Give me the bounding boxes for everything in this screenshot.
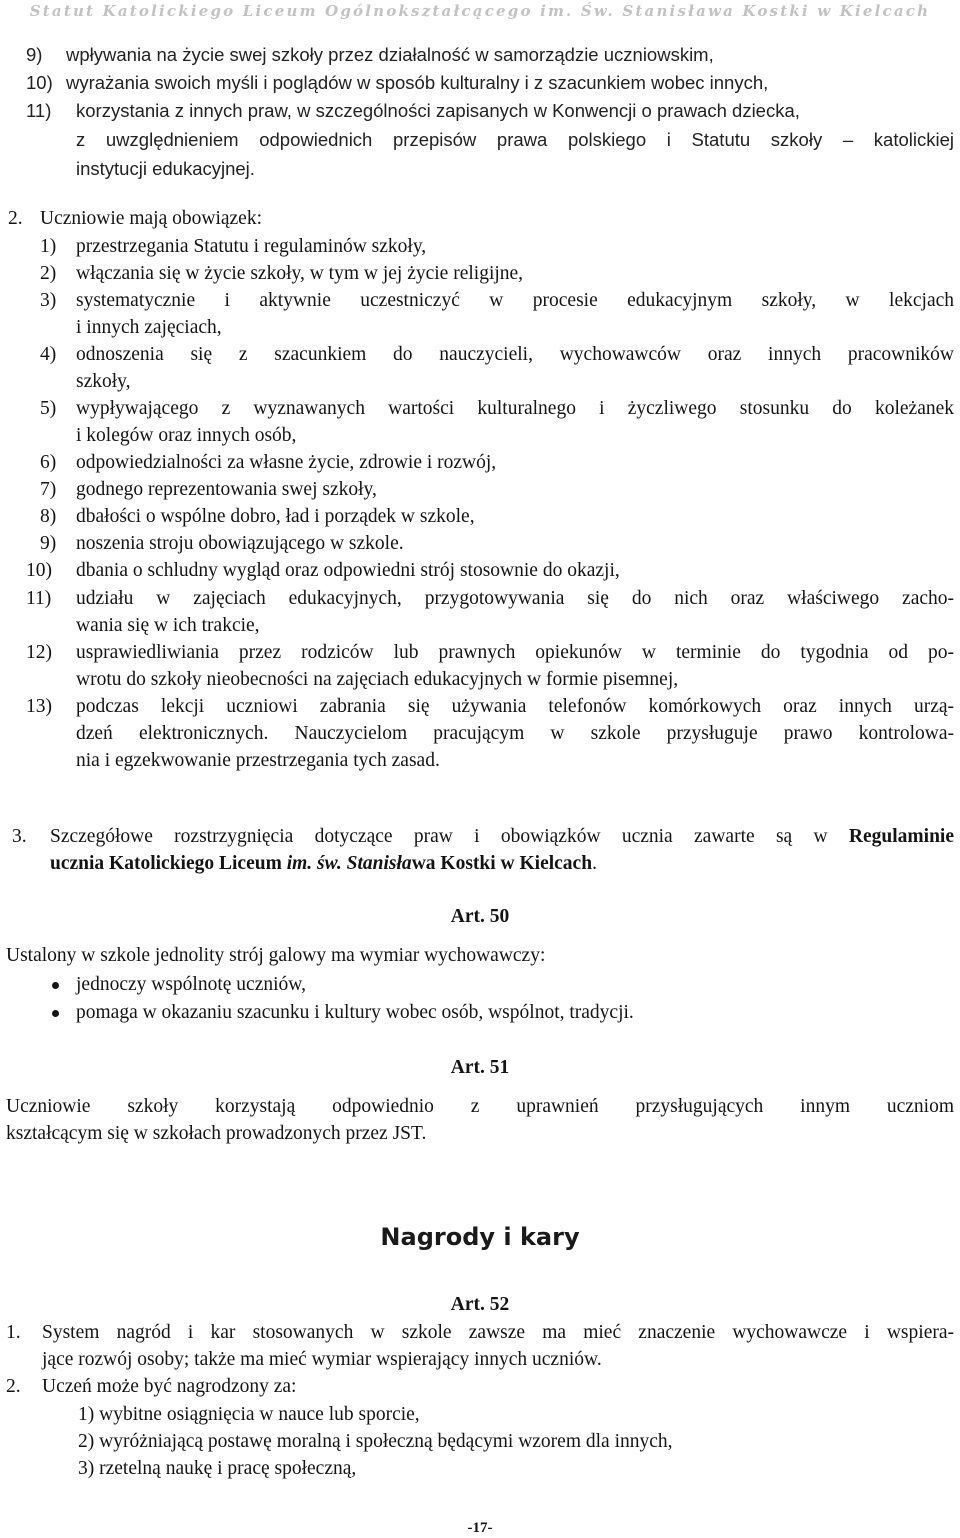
list-item-text: systematycznie i aktywnie uczestniczyć w procesie edukacyjnym szkoły, w lekcjach bbox=[76, 290, 954, 311]
list-item: 2) wyróżniającą postawę moralną i społeczną będącymi wzorem dla innych, bbox=[78, 1431, 673, 1452]
list-item-text: odnoszenia się z szacunkiem do nauczycieli, wychowawców oraz innych pracowników bbox=[76, 344, 954, 365]
list-item-text: dbania o schludny wygląd oraz odpowiedni strój stosownie do okazji, bbox=[76, 560, 620, 581]
list-item-text: instytucji edukacyjnej. bbox=[76, 158, 255, 179]
paragraph-text: Szczegółowe rozstrzygnięcia dotyczące praw i obowiązków ucznia zawarte są w bbox=[50, 826, 828, 847]
bullet-item: jednoczy wspólnotę uczniów, bbox=[76, 974, 306, 995]
bullet-icon bbox=[52, 982, 59, 989]
list-item-text: wrotu do szkoły nieobecności na zajęciach edukacyjnych w formie pisemnej, bbox=[76, 669, 679, 690]
article-heading: Art. 50 bbox=[450, 906, 510, 927]
list-item-number: 12) bbox=[26, 642, 52, 663]
list-item-text: wania się w ich trakcie, bbox=[76, 615, 260, 636]
list-item-text: udziału w zajęciach edukacyjnych, przygotowywania się do nich oraz właściwego zacho- bbox=[76, 588, 954, 609]
paragraph-number: 2. bbox=[6, 1376, 21, 1397]
regulation-reference: ucznia Katolickiego Liceum bbox=[50, 853, 282, 874]
list-item-text: i kolegów oraz innych osób, bbox=[76, 425, 297, 446]
list-item-text: odpowiedzialności za własne życie, zdrowie i rozwój, bbox=[76, 452, 497, 473]
paragraph-text: jące rozwój osoby; także ma mieć wymiar wspierający innych uczniów. bbox=[42, 1349, 602, 1370]
list-item-text: godnego reprezentowania swej szkoły, bbox=[76, 479, 377, 500]
list-item-text: i innych zajęciach, bbox=[76, 317, 222, 338]
list-item-number: 4) bbox=[40, 344, 57, 365]
list-item-number: 6) bbox=[40, 452, 57, 473]
list-item-text: z uwzględnieniem odpowiednich przepisów prawa polskiego i Statutu szkoły – katolickiej bbox=[76, 129, 954, 150]
list-item-number: 10) bbox=[26, 72, 53, 93]
paragraph-line bbox=[50, 851, 597, 877]
regulation-reference-italic: im. św. Stanisła bbox=[286, 853, 412, 874]
article-heading: Art. 51 bbox=[450, 1057, 510, 1078]
list-item-number: 1) bbox=[40, 236, 57, 257]
list-item: 3) rzetelną naukę i pracę społeczną, bbox=[78, 1458, 357, 1479]
list-item-text: usprawiedliwiania przez rodziców lub prawnych opiekunów w terminie do tygodnia od po- bbox=[76, 642, 954, 663]
page-header: Statut Katolickiego Liceum Ogólnokształcącego im. Św. Stanisława Kostki w Kielcach bbox=[29, 2, 931, 20]
list-item-text: nia i egzekwowanie przestrzegania tych zasad. bbox=[76, 750, 440, 771]
list-item-text: noszenia stroju obowiązującego w szkole. bbox=[76, 533, 404, 554]
list-item-text: wypływającego z wyznawanych wartości kulturalnego i życzliwego stosunku do koleżanek bbox=[76, 398, 954, 419]
paragraph-line bbox=[50, 824, 954, 850]
list-item-text: wyrażania swoich myśli i poglądów w sposób kulturalny i z szacunkiem wobec innych, bbox=[66, 72, 769, 93]
article-heading: Art. 52 bbox=[450, 1294, 510, 1315]
list-item-text: przestrzegania Statutu i regulaminów szkoły, bbox=[76, 236, 427, 257]
list-item-text: wpływania na życie swej szkoły przez działalność w samorządzie uczniowskim, bbox=[66, 44, 714, 65]
regulation-reference: wa Kostki w Kielcach bbox=[411, 853, 593, 874]
list-item-text: szkoły, bbox=[76, 371, 131, 392]
article-text: Uczniowie szkoły korzystają odpowiednio z uprawnień przysługujących innym uczniom bbox=[6, 1096, 954, 1117]
paragraph-intro: Uczniowie mają obowiązek: bbox=[40, 208, 262, 229]
list-item-text: dzeń elektronicznych. Nauczycielom pracującym w szkole przysługuje prawo kontrolowa- bbox=[76, 723, 954, 744]
paragraph-intro: Uczeń może być nagrodzony za: bbox=[42, 1376, 297, 1397]
list-item-number: 2) bbox=[40, 263, 57, 284]
list-item-text: dbałości o wspólne dobro, ład i porządek w szkole, bbox=[76, 506, 475, 527]
list-item-number: 9) bbox=[26, 44, 43, 65]
article-intro: Ustalony w szkole jednolity strój galowy ma wymiar wychowawczy: bbox=[6, 945, 546, 966]
list-item-number: 9) bbox=[40, 533, 57, 554]
list-item-text: włączania się w życie szkoły, w tym w jej życie religijne, bbox=[76, 263, 524, 284]
bullet-icon bbox=[52, 1010, 59, 1017]
list-item-number: 11) bbox=[26, 588, 52, 609]
section-title: Nagrody i kary bbox=[380, 1223, 580, 1251]
bullet-item: pomaga w okazaniu szacunku i kultury wobec osób, wspólnot, tradycji. bbox=[76, 1002, 634, 1023]
list-item-number: 13) bbox=[26, 696, 52, 717]
list-item-number: 7) bbox=[40, 479, 57, 500]
paragraph-number: 2. bbox=[8, 208, 23, 229]
paragraph-end: . bbox=[592, 853, 597, 874]
article-text: kształcącym się w szkołach prowadzonych przez JST. bbox=[6, 1123, 427, 1144]
list-item-number: 5) bbox=[40, 398, 57, 419]
list-item-number: 3) bbox=[40, 290, 57, 311]
list-item-number: 11) bbox=[26, 100, 52, 121]
paragraph-number: 3. bbox=[12, 826, 27, 847]
list-item-number: 8) bbox=[40, 506, 57, 527]
list-item-text: podczas lekcji uczniowi zabrania się używania telefonów komórkowych oraz innych urzą- bbox=[76, 696, 954, 717]
list-item: 1) wybitne osiągnięcia w nauce lub sporcie, bbox=[78, 1404, 420, 1425]
paragraph-text: System nagród i kar stosowanych w szkole zawsze ma mieć znaczenie wychowawcze i wspiera- bbox=[42, 1322, 954, 1343]
list-item-number: 10) bbox=[26, 560, 52, 581]
regulation-reference: Regulaminie bbox=[848, 826, 954, 847]
page-number: -17- bbox=[467, 1520, 493, 1536]
paragraph-number: 1. bbox=[6, 1322, 21, 1343]
list-item-text: korzystania z innych praw, w szczególności zapisanych w Konwencji o prawach dziecka, bbox=[76, 100, 800, 121]
